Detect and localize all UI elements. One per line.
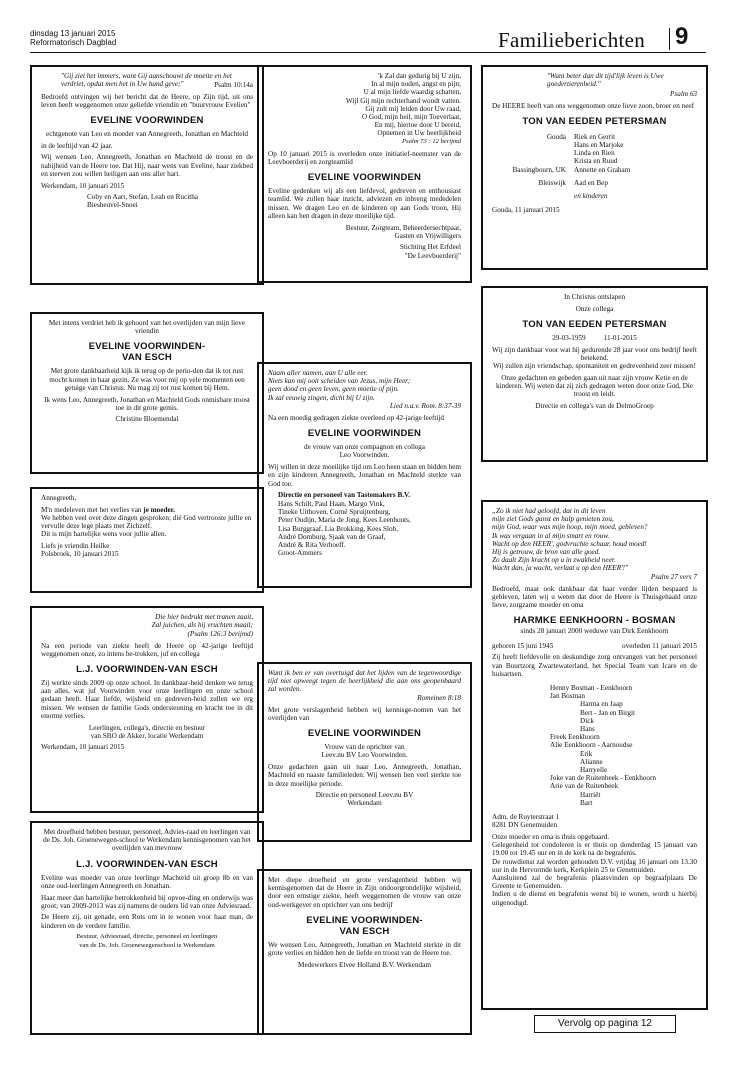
family-names: Linda en Rien [574, 149, 615, 158]
text-2: Haar meer dan hartelijke betrokkenheid bij opvoe-ding en onderwijs was groot; van 2009-2013 was zij namens de ouders lid van onze Adviesraad. [41, 893, 253, 910]
deceased-name: EVELINE VOORWINDEN [307, 172, 422, 184]
family-member: Harryelle [580, 765, 608, 774]
quote-ref: Psalm 63 [670, 89, 697, 98]
family-member: Joke van de Ruitenbeek - Eenkhoorn [550, 774, 656, 783]
poem-ref: Psalm 73 : 12 berijmd [402, 138, 461, 146]
intro: Na een moedig gedragen ziekte overleed op 42-jarige leeftijd [268, 414, 445, 423]
age: in de leeftijd van 42 jaar. [41, 141, 113, 150]
section-title: Familieberichten [498, 28, 646, 52]
deceased-name: TON VAN EEDEN PETERSMAN [522, 115, 667, 127]
deceased-name: L.J. VOORWINDEN-VAN ESCH [76, 858, 218, 870]
family-member: Alianne [580, 757, 603, 766]
family-member: Hans [580, 724, 595, 733]
notice-12 [257, 869, 472, 1035]
signature: Christine Bloemendal [115, 415, 179, 424]
intro: Met diepe droefheid en grote verslagenheid hebben wij kennisgenomen dat de Heere in Zijn ondoorgrondelijke wijsheid, door een ernstige ziekte, heeft weggenomen de vrouw van onze oud-werkgever en oprichter van ons bedrijf [268, 876, 461, 909]
text-1: Wij zijn dankbaar voor wat hij gedurende 28 jaar voor ons bedrijf heeft betekend. Wij zullen zijn vriendschap, spontaniteit en gedrevenheid zeer missen! [492, 345, 697, 371]
life-dates [492, 642, 697, 650]
care: Zij heeft liefdevolle en deskundige zorg ontvangen van het personeel van Buurtzorg Zwartewaterland, het Special Team van Icare en de huisartsen. [492, 653, 697, 678]
place-date: Werkendam, 10 januari 2015 [41, 743, 125, 752]
notice-11 [30, 821, 264, 1035]
intro: Na een periode van ziekte heeft de Heere op 42-jarige leeftijd weggenomen onze, zo intens be-trokken, juf en collega [41, 641, 253, 658]
deceased-name: EVELINE VOORWINDEN- VAN ESCH [306, 914, 423, 937]
signature: Directie en personeel Leev.nu BV Werkendam [315, 791, 414, 808]
deceased-name: EVELINE VOORWINDEN [307, 428, 422, 440]
signature: Coby en Aart, Stefan, Leah en Rucitha Biesheuvel-Snoei [87, 193, 198, 210]
wish: Wij wensen Leo, Annegreeth, Jonathan en Machteld de troost en de nabijheid van de Heere toe. Dat Hij, naar wens van Eveline, haar ziekbed en sterven zou willen heiligen aan ons aller hart. [41, 153, 253, 178]
family-place: Gouda [546, 132, 566, 141]
signature: Bestuur, Adviesraad, directie, personeel en leerlingen van de Ds. Joh. Groenewegenschool te Werkendam [76, 933, 218, 949]
deceased-name: TON VAN EEDEN PETERSMAN [522, 318, 667, 330]
family-names: Aad en Bep [574, 178, 608, 187]
family-member: Alie Eenkhoorn - Aarnoudse [550, 741, 633, 750]
viewing: Onze moeder en oma is thuis opgebaard. [492, 832, 610, 841]
header-rule [30, 52, 706, 53]
text-1: Eveline was moeder van onze leerlinge Machteld uit groep 8b en van onze oud-leerlingen Annegreeth en Jonathan. [41, 873, 253, 890]
quote: Want ik ben er van overtuigd dat het lijden van de tegenwoordige tijd niet opweegt tegen de heerlijkheid die aan ons geopenbaard zal worden. [268, 669, 461, 694]
signature: Directie en collega's van de DelmoGroep [535, 401, 654, 410]
family-names: Riek en Gerrit [574, 132, 616, 141]
signature-2: Stichting Het Erfdeel "De Leevboerderij" [399, 243, 461, 260]
quote-ref: Psalm 27 vers 7 [650, 573, 697, 582]
family-place: Bleiswijk [538, 178, 566, 187]
dates: 29-03-1959 11-01-2015 [552, 333, 637, 342]
notice-3 [481, 65, 708, 270]
intro: In Christus ontslapen [563, 293, 626, 301]
notice-7 [30, 487, 264, 593]
deceased-name: EVELINE VOORWINDEN [90, 115, 204, 127]
family-place [492, 141, 566, 149]
widow-since: sinds 28 januari 2000 weduwe van Dirk Eenkhoorn [520, 627, 669, 636]
died: overleden 11 januari 2015 [622, 641, 697, 650]
description: de vrouw van onze compagnon en collega Leo Voorwinden. [304, 443, 425, 460]
quote: "Gij ziet het immers, want Gij aanschouwt de moeite en het verdriet, opdat men het in Uw hand geve;" [61, 72, 232, 89]
family-list [492, 684, 697, 807]
signature: Leerlingen, collega's, directie en bestuur van SBO de Akker, locatie Werkendam [88, 723, 206, 740]
notice-5 [481, 286, 708, 462]
quote: „Zo ik niet had geloofd, dat in dit leven mijn ziel Gods gunst en hulp genieten zou, mijn God, waar was mijn hoop, mijn moed, gebleven? Ik was vergaan in al mijn smart en rouw. Wacht op den HEER', godvruchte schaar, houd moed! Hij is getrouw, de bron van alle goed. Zo daalt Zijn kracht op u in zwakheid neer. Wacht dan, ja wacht, verlaat u op den HEER'!" [492, 507, 648, 573]
family-member: Arie van de Ruitenbeek [550, 782, 619, 791]
address: Adm. de Ruyterstraat 1 8281 DN Genemuiden [492, 813, 560, 830]
intro: Bedroefd, maar ook dankbaar dat haar verder lijden bespaard is gebleven, laten wij u weten dat door de Heere is Thuisgehaald onze lieve, zorgzame moeder en oma [492, 584, 697, 610]
notice-8 [481, 500, 708, 1010]
signature: Medewerkers Elvee Holland B.V. Werkendam [298, 960, 431, 969]
org: Directie en personeel van Tastemakers B.V. [278, 491, 411, 500]
family-member: Bart [580, 798, 593, 807]
deceased-name: L.J. VOORWINDEN-VAN ESCH [76, 664, 218, 676]
intro: Op 10 januari 2015 is overleden onze initiatief-neemster van de Leevboerderij en zorgteamlid [268, 149, 461, 167]
family-list [492, 133, 697, 200]
family-names: Hans en Marjoke [574, 141, 624, 150]
quote: Naam aller namen, aan U alle eer. Niets kan mij ooit scheiden van Jezus, mijn Heer; geen dood en geen leven, geen moeite of pijn. Ik zal eeuwig zingen, dicht bij U zijn. [268, 369, 411, 402]
date-text: dinsdag 13 januari 2015 [30, 29, 116, 38]
family-names: Krista en Ruud [574, 157, 618, 166]
intro: Met intens verdriet heb ik gehoord van het overlijden van mijn lieve vriendin [48, 319, 246, 336]
deceased-name: HARMKE EENKHOORN - BOSMAN [513, 615, 676, 627]
quote: Die hier bedrukt met tranen zaait, Zal juichen, als hij vruchten maait; [151, 613, 253, 630]
family-place: Bassingbourn, UK [512, 165, 566, 174]
description: echtgenote van Leo en moeder van Annegreeth, Jonathan en Machteld [46, 130, 248, 139]
text: We wensen Leo, Annegreeth, Jonathan en Machteld sterkte in dit grote verlies en bidden hen de liefde en troost van de Heere toe. [268, 940, 461, 958]
family-member: Henny Bosman - Eenkhoorn [550, 683, 633, 692]
notice-4 [30, 312, 264, 474]
colleague: Onze collega [575, 304, 614, 313]
text: Wij willen in deze moeilijke tijd om Leo heen staan en bidden hem en zijn kinderen Annegreeth, Jonathan en Machteld sterkte van God toe. [268, 463, 461, 488]
burial: Aansluitend zal de begrafenis plaatsvinden op begraafplaats De Greente te Genemuiden. [492, 873, 697, 891]
line-2 [41, 506, 253, 514]
family-place [492, 149, 566, 157]
family-member: Freek Eenkhoorn [550, 733, 600, 742]
service: De rouwdienst zal worden gehouden D.V. vrijdag 16 januari om 13.30 uur in de Hervormde kerk, Kerkplein 25 te Genemuiden. [492, 857, 697, 874]
quote-ref: (Psalm 126:3 berijmd) [187, 629, 253, 638]
notice-1 [30, 65, 264, 285]
notice-9 [30, 606, 264, 813]
text-3: De Heere zij, uit genade, een Rots om in te wonen voor haar man, de kinderen en de verdere familie. [41, 913, 253, 930]
family-member: Jan Bosman [550, 692, 585, 701]
continued-link[interactable]: Vervolg op pagina 12 [534, 1015, 676, 1033]
quote: "Want beter dan dit tijd'lijk leven is Uwe goedertierenheid." [547, 72, 664, 89]
deceased-name: EVELINE VOORWINDEN- VAN ESCH [88, 341, 206, 364]
quote-ref: Romeinen 8:18 [417, 694, 461, 703]
intro: Met grote verslagenheid hebben wij kennisge-nomen van het overlijden van [268, 705, 461, 723]
text: Onze gedachten gaan uit naar Leo, Annegreeth, Jonathan, Machteld en naaste familieleden. Wij wensen hen veel sterkte toe in deze moeilijke periode. [268, 763, 461, 788]
family-place [492, 157, 566, 165]
text-1: Zij werkte sinds 2009 op onze school. In dankbaar-heid denken we terug aan alles, wat juf Voorwinden voor onze leerlingen en onze school gedaan heeft. Haar liefde, wijsheid en gedreven-heid zullen we erg missen. We wensen de familie Gods ondersteuning en kracht toe in dit enorme verlies. [41, 679, 253, 720]
place-date: Gouda, 11 januari 2015 [492, 206, 560, 215]
place-date: Werkendam, 10 januari 2015 [41, 181, 125, 190]
poem: 'k Zal dan gedurig bij U zijn, In al mijn noden, angst en pijn; U al mijn liefde waardig schatten, Wijl Gij mijn rechterhand woudt vatten. Gij zult mij leiden door Uw raad, O God, mijn heil, mijn Toeverlaat, En mij, hiertoe door U bereid, Opnemen in Uw heerlijkheid [345, 72, 461, 138]
text-2: Ik wens Leo, Annegreeth, Jonathan en Machteld Gods onmisbare troost toe in dit grote gemis. [44, 395, 250, 412]
family-member: Harma en Jaap [580, 700, 623, 709]
family-member: Bert - Jan en Birgit [580, 708, 635, 717]
line-2b: je moeder. [143, 505, 175, 514]
text: Eveline gedenken wij als een liefdevol, gedreven en enthousiast teamlid. We zullen haar inzicht, adviezen en inbreng mededelen missen. We dragen Leo en de kinderen op aan Gods troon, Hij alleen kan hen dragen in deze moeilijke tijd. [268, 187, 461, 220]
line-1: Annegreeth, [41, 494, 77, 502]
intro: Bedroefd ontvingen wij het bericht dat de Heere, op Zijn tijd, uit ons leven heeft weggenomen onze geliefde vriendin en "buurvrouw Evelien" [41, 92, 253, 109]
deceased-name: EVELINE VOORWINDEN [307, 728, 422, 740]
paper-name: Reformatorisch Dagblad [30, 38, 117, 47]
notice-6 [257, 362, 472, 588]
quote-ref: Psalm 10:14a [214, 80, 253, 89]
children: en kinderen [574, 192, 608, 201]
family-member: Dick [580, 716, 594, 725]
family-member: Erik [580, 749, 593, 758]
born: geboren 15 juni 1945 [492, 641, 554, 650]
line-2a: M'n medeleven met het verlies van [41, 505, 144, 514]
signature: Liefs je vriendin Heilke Polsbroek, 10 januari 2015 [41, 542, 119, 559]
description: Vrouw van de oprichter van Leev.nu BV Leo Voorwinden. [321, 743, 408, 760]
issue-date [30, 29, 116, 47]
notice-10 [257, 662, 472, 842]
text-2: Onze gedachten en gebeden gaan uit naar zijn vrouw Ketie en de kinderen. Wij weten dat zij zich gedragen weten door onze God, Die troost en leidt. [496, 373, 693, 399]
family-member: Harriët [580, 790, 601, 799]
quote-ref: Lied n.a.v. Rom. 8:37-39 [389, 402, 461, 411]
text-1: Met grote dankbaarheid kijk ik terug op de perio-den dat ik tot rust mocht komen in haar gezin. Ze was voor mij op vele momenten een getuige van Christus. Nu mag zij tot rust komen bij Hem. [49, 367, 245, 392]
staff: Hans Schilt, Paul Haan, Margo Vink, Tineke Uithoven, Corné Spruijtenburg, Peter Oudijn, Maria de Jong, Kees Leenhouts, Lisa Burggraaf, Lia Brokking, Kees Slob, André Domburg, Sjaak van de Graaf, André & Rita Verhoeff. Groot-Ammers [278, 499, 411, 558]
page-number: 9 [675, 23, 689, 50]
family-names: Annette en Graham [574, 165, 631, 174]
header-separator [669, 28, 670, 50]
notice-2 [257, 65, 472, 283]
condolence: Gelegenheid tot condoleren is er thuis op donderdag 15 januari van 19.00 tot 19.45 uur en in de kerk na de begrafenis. [492, 841, 697, 858]
signature-1: Bestuur, Zorgteam, Beheerdersechtpaar, Gasten en Vrijwilligers [345, 223, 461, 240]
invitation: Indien u de dienst en begrafenis wenst bij te wonen, wordt u hierbij uitgenodigd. [492, 890, 697, 907]
intro: Met droefheid hebben bestuur, personeel, Advies-raad en leerlingen van de Ds. Joh. Groenewegen-school te Werkendam kennisgenomen van het overlijden van mevrouw [43, 828, 251, 853]
intro: De HEERE heeft van ons weggenomen onze lieve zoon, broer en neef [492, 101, 694, 110]
body: We hebben veel over deze dingen gesproken; dié God vertrooste jullie en vervulle deze lege plaats met Zichzelf. Dit is mijn hartelijke wens voor jullie allen. [41, 513, 252, 539]
